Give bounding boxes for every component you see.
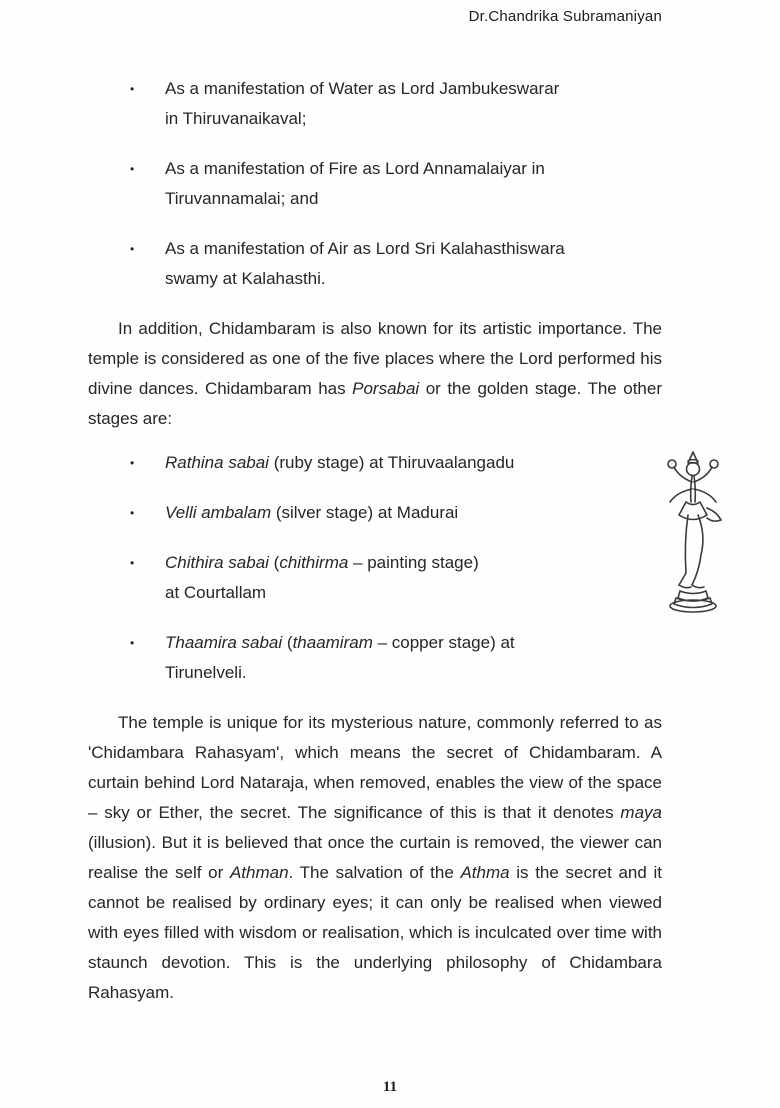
list-item-text: Velli ambalam (silver stage) at Madurai	[165, 503, 459, 522]
manifestation-list	[88, 74, 662, 294]
page-content	[88, 74, 662, 1026]
paragraph-artistic-importance: In addition, Chidambaram is also known for its artistic importance. The temple is considered as one of the five places where the Lord performed his divine dances. Chidambaram has Porsabai or the golden stage. The other stages are:	[88, 319, 663, 428]
list-item-text: Chithira sabai (chithirma – painting stage) at Courtallam	[165, 553, 479, 602]
stages-list	[88, 448, 662, 688]
list-item	[88, 448, 662, 478]
nataraja-line-art-image	[647, 448, 742, 616]
list-item-text: Rathina sabai (ruby stage) at Thiruvaalangadu	[165, 453, 515, 472]
bullet-icon: •	[130, 82, 135, 96]
list-item	[88, 234, 662, 294]
nataraja-figure	[647, 448, 742, 616]
bullet-icon: •	[130, 456, 135, 470]
list-item-text: As a manifestation of Air as Lord Sri Kalahasthiswara swamy at Kalahasthi.	[165, 239, 565, 288]
page-number: 11	[382, 1079, 398, 1095]
bullet-icon: •	[130, 556, 135, 570]
bullet-icon: •	[130, 636, 135, 650]
list-item	[88, 628, 662, 688]
bullet-icon: •	[130, 162, 135, 176]
page-header-author: Dr.Chandrika Subramaniyan	[468, 8, 662, 25]
list-item-text: Thaamira sabai (thaamiram – copper stage) at Tirunelveli.	[165, 633, 515, 682]
bullet-icon: •	[130, 506, 135, 520]
bullet-icon: •	[130, 242, 135, 256]
list-item	[88, 154, 662, 214]
list-item-text: As a manifestation of Fire as Lord Annamalaiyar in Tiruvannamalai; and	[165, 159, 545, 208]
list-item	[88, 498, 662, 528]
paragraph-chidambara-rahasyam: The temple is unique for its mysterious nature, commonly referred to as 'Chidambara Rahasyam', which means the secret of Chidambaram. A curtain behind Lord Nataraja, when removed, enables the view of the space – sky or Ether, the secret. The significance of this is that it denotes maya (illusion). But it is believed that once the curtain is removed, the viewer can realise the self or Athman. The salvation of the Athma is the secret and it cannot be realised by ordinary eyes; it can only be realised when viewed with eyes filled with wisdom or realisation, which is inculcated over time with staunch devotion. This is the underlying philosophy of Chidambara Rahasyam.	[88, 713, 662, 1002]
list-item	[88, 74, 662, 134]
list-item	[88, 548, 662, 608]
list-item-text: As a manifestation of Water as Lord Jambukeswarar in Thiruvanaikaval;	[165, 79, 560, 128]
